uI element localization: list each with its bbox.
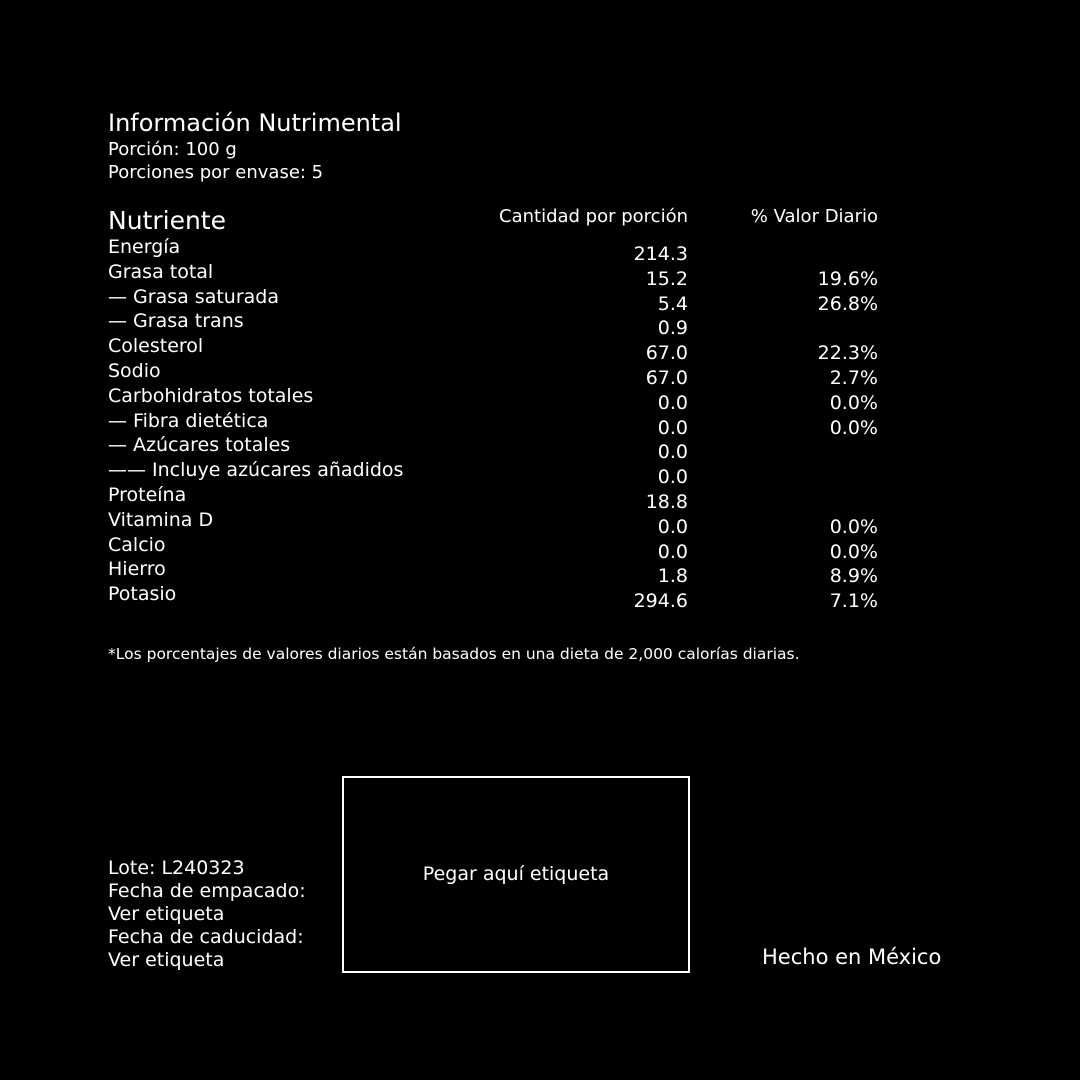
daily-value-footnote: *Los porcentajes de valores diarios están basados en una dieta de 2,000 calorías diarias. bbox=[108, 645, 800, 663]
expiry-date-value: Ver etiqueta bbox=[108, 949, 225, 971]
servings-per-container: Porciones por envase: 5 bbox=[108, 162, 324, 183]
table-row bbox=[108, 533, 878, 563]
serving-size: Porción: 100 g bbox=[108, 139, 237, 160]
nutrient-name: Grasa total bbox=[108, 260, 214, 283]
column-header-nutrient: Nutriente bbox=[108, 206, 226, 235]
nutrition-header bbox=[108, 108, 402, 184]
nutrient-amount: 0.0 bbox=[657, 391, 688, 414]
nutrient-daily-value: 19.6% bbox=[817, 267, 878, 290]
table-row bbox=[108, 434, 878, 464]
nutrient-amount: 214.3 bbox=[633, 243, 688, 265]
nutrient-daily-value: 7.1% bbox=[829, 590, 878, 613]
table-row bbox=[108, 558, 878, 588]
packed-date-value: Ver etiqueta bbox=[108, 903, 225, 925]
lot-info bbox=[108, 857, 306, 972]
table-row bbox=[108, 459, 878, 489]
nutrient-name: — Grasa saturada bbox=[108, 285, 279, 308]
table-row bbox=[108, 335, 878, 365]
nutrient-daily-value: 0.0% bbox=[829, 416, 878, 439]
lot-number: Lote: L240323 bbox=[108, 857, 245, 879]
nutrient-daily-value: 0.0% bbox=[829, 540, 878, 563]
nutrient-name: Vitamina D bbox=[108, 508, 214, 531]
nutrient-name: Colesterol bbox=[108, 335, 204, 358]
made-in-text: Hecho en México bbox=[762, 945, 942, 969]
nutrient-amount: 294.6 bbox=[633, 590, 688, 613]
nutrient-amount: 0.9 bbox=[657, 317, 688, 340]
table-row bbox=[108, 260, 878, 290]
page-title: Información Nutrimental bbox=[108, 109, 402, 137]
nutrient-amount: 5.4 bbox=[657, 292, 688, 315]
table-row bbox=[108, 583, 878, 613]
table-row bbox=[108, 285, 878, 315]
nutrient-name: Energía bbox=[108, 236, 181, 258]
expiry-date-label: Fecha de caducidad: bbox=[108, 926, 304, 948]
packed-date-label: Fecha de empacado: bbox=[108, 880, 306, 902]
nutrition-table-header bbox=[108, 204, 878, 236]
nutrient-name: Calcio bbox=[108, 533, 166, 556]
label-placeholder-text: Pegar aquí etiqueta bbox=[422, 863, 610, 885]
nutrient-name: —— Incluye azúcares añadidos bbox=[108, 459, 404, 482]
nutrient-amount: 18.8 bbox=[645, 490, 688, 513]
nutrient-name: — Fibra dietética bbox=[108, 409, 269, 432]
column-header-daily-value: % Valor Diario bbox=[750, 206, 878, 227]
nutrient-name: Hierro bbox=[108, 558, 166, 581]
table-row bbox=[108, 483, 878, 513]
nutrient-daily-value: 0.0% bbox=[829, 391, 878, 414]
nutrient-name: Sodio bbox=[108, 359, 161, 382]
table-row bbox=[108, 409, 878, 439]
nutrient-name: — Azúcares totales bbox=[108, 434, 291, 457]
nutrition-table bbox=[108, 236, 878, 613]
nutrient-daily-value: 26.8% bbox=[817, 292, 878, 315]
nutrient-name: Carbohidratos totales bbox=[108, 384, 314, 407]
nutrient-daily-value: 2.7% bbox=[829, 366, 878, 389]
nutrient-name: Potasio bbox=[108, 583, 177, 606]
nutrient-daily-value: 22.3% bbox=[817, 342, 878, 365]
nutrient-amount: 0.0 bbox=[657, 416, 688, 439]
table-row bbox=[108, 384, 878, 414]
nutrient-name: — Grasa trans bbox=[108, 310, 244, 333]
table-row bbox=[108, 508, 878, 538]
nutrient-amount: 1.8 bbox=[657, 565, 688, 588]
label-placeholder-box bbox=[342, 776, 690, 973]
table-row bbox=[108, 359, 878, 389]
nutrient-daily-value: 0.0% bbox=[829, 515, 878, 538]
nutrient-amount: 15.2 bbox=[645, 267, 688, 290]
table-row bbox=[108, 236, 878, 265]
nutrient-amount: 0.0 bbox=[657, 540, 688, 563]
nutrient-amount: 0.0 bbox=[657, 466, 688, 489]
column-header-amount: Cantidad por porción bbox=[499, 206, 688, 227]
nutrient-daily-value: 8.9% bbox=[829, 565, 878, 588]
nutrient-amount: 67.0 bbox=[645, 366, 688, 389]
table-row bbox=[108, 310, 878, 340]
nutrient-amount: 0.0 bbox=[657, 441, 688, 464]
nutrient-amount: 67.0 bbox=[645, 342, 688, 365]
nutrient-amount: 0.0 bbox=[657, 515, 688, 538]
nutrient-name: Proteína bbox=[108, 483, 187, 506]
